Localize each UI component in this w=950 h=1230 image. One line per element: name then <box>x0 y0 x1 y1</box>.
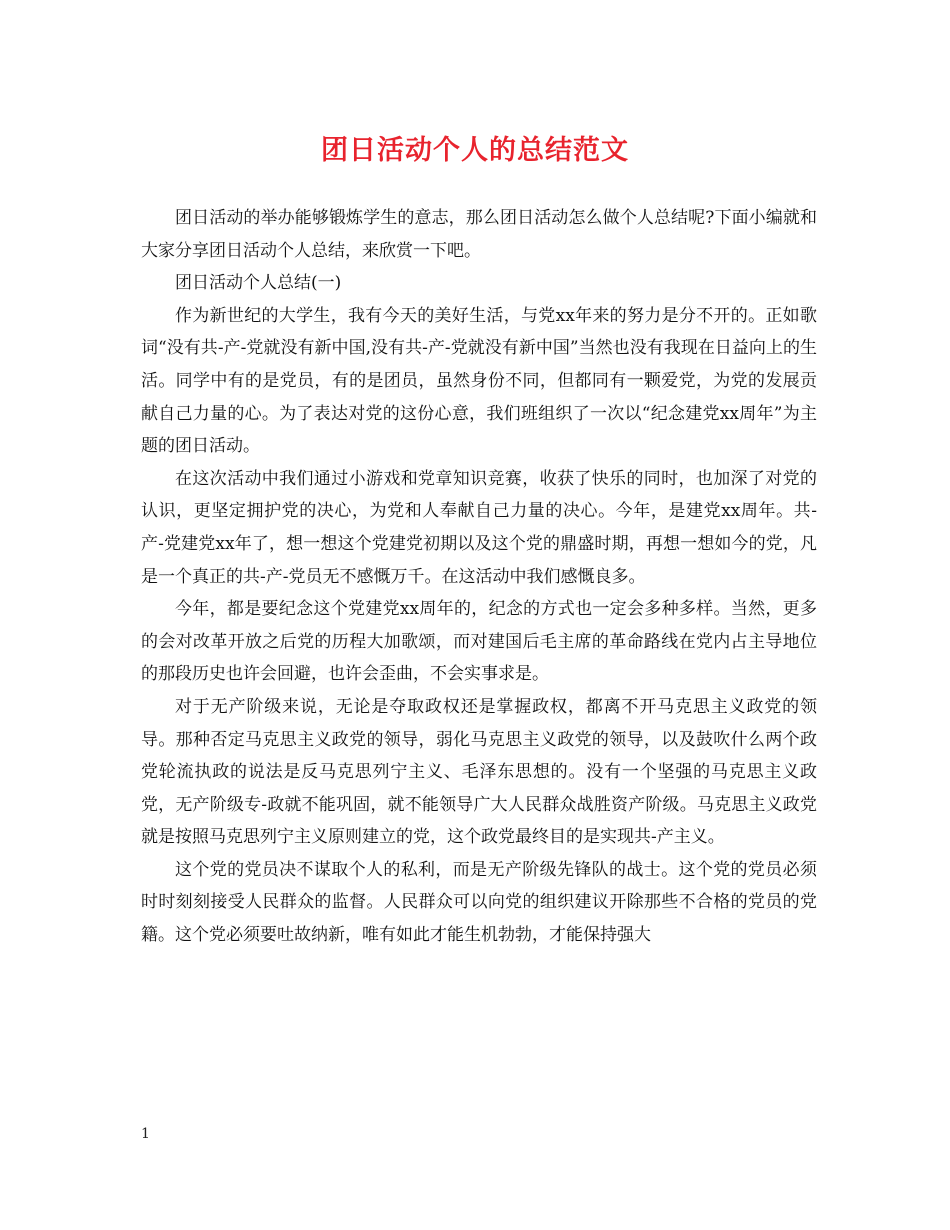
section-heading: 团日活动个人总结(一) <box>175 273 342 294</box>
document-title: 团日活动个人的总结范文 <box>321 135 629 166</box>
body-paragraph: 作为新世纪的大学生，我有今天的美好生活，与党xx年来的努力是分不开的。正如歌词“没有共-产-党就没有新中国,没有共-产-党就没有新中国”当然也没有我现在日益向上的生活。同学中有的是党员，有的是团员，虽然身份不同，但都同有一颗爱党，为党的发展贡献自己力量的心。为了表达对党的这份心意，我们班组织了一次以“纪念建党xx周年”为主题的团日活动。 <box>141 305 817 457</box>
body-paragraph: 这个党的党员决不谋取个人的私利，而是无产阶级先锋队的战士。这个党的党员必须时时刻刻接受人民群众的监督。人民群众可以向党的组织建议开除那些不合格的党员的党籍。这个党必须要吐故纳新，唯有如此才能生机勃勃，才能保持强大 <box>141 859 817 946</box>
body-paragraph: 今年，都是要纪念这个党建党xx周年的，纪念的方式也一定会多种多样。当然，更多的会对改革开放之后党的历程大加歌颂，而对建国后毛主席的革命路线在党内占主导地位的那段历史也许会回避，也许会歪曲，不会实事求是。 <box>141 599 817 685</box>
body-paragraph: 对于无产阶级来说，无论是夺取政权还是掌握政权，都离不开马克思主义政党的领导。那种否定马克思主义政党的领导，弱化马克思主义政党的领导，以及鼓吹什么两个政党轮流执政的说法是反马克思列宁主义、毛泽东思想的。没有一个坚强的马克思主义政党，无产阶级专-政就不能巩固，就不能领导广大人民群众战胜资产阶级。马克思主义政党就是按照马克思列宁主义原则建立的党，这个政党最终目的是实现共-产主义。 <box>141 696 817 848</box>
intro-paragraph: 团日活动的举办能够锻炼学生的意志，那么团日活动怎么做个人总结呢?下面小编就和大家分享团日活动个人总结，来欣赏一下吧。 <box>141 208 817 261</box>
document-body <box>141 202 817 952</box>
body-paragraph: 在这次活动中我们通过小游戏和党章知识竞赛，收获了快乐的同时，也加深了对党的认识，更坚定拥护党的决心，为党和人奉献自己力量的决心。今年，是建党xx周年。共-产-党建党xx年了，想一想这个党建党初期以及这个党的鼎盛时期，再想一想如今的党，凡是一个真正的共-产-党员无不感慨万千。在这活动中我们感慨良多。 <box>141 468 817 587</box>
page-number: 1 <box>141 1126 150 1142</box>
